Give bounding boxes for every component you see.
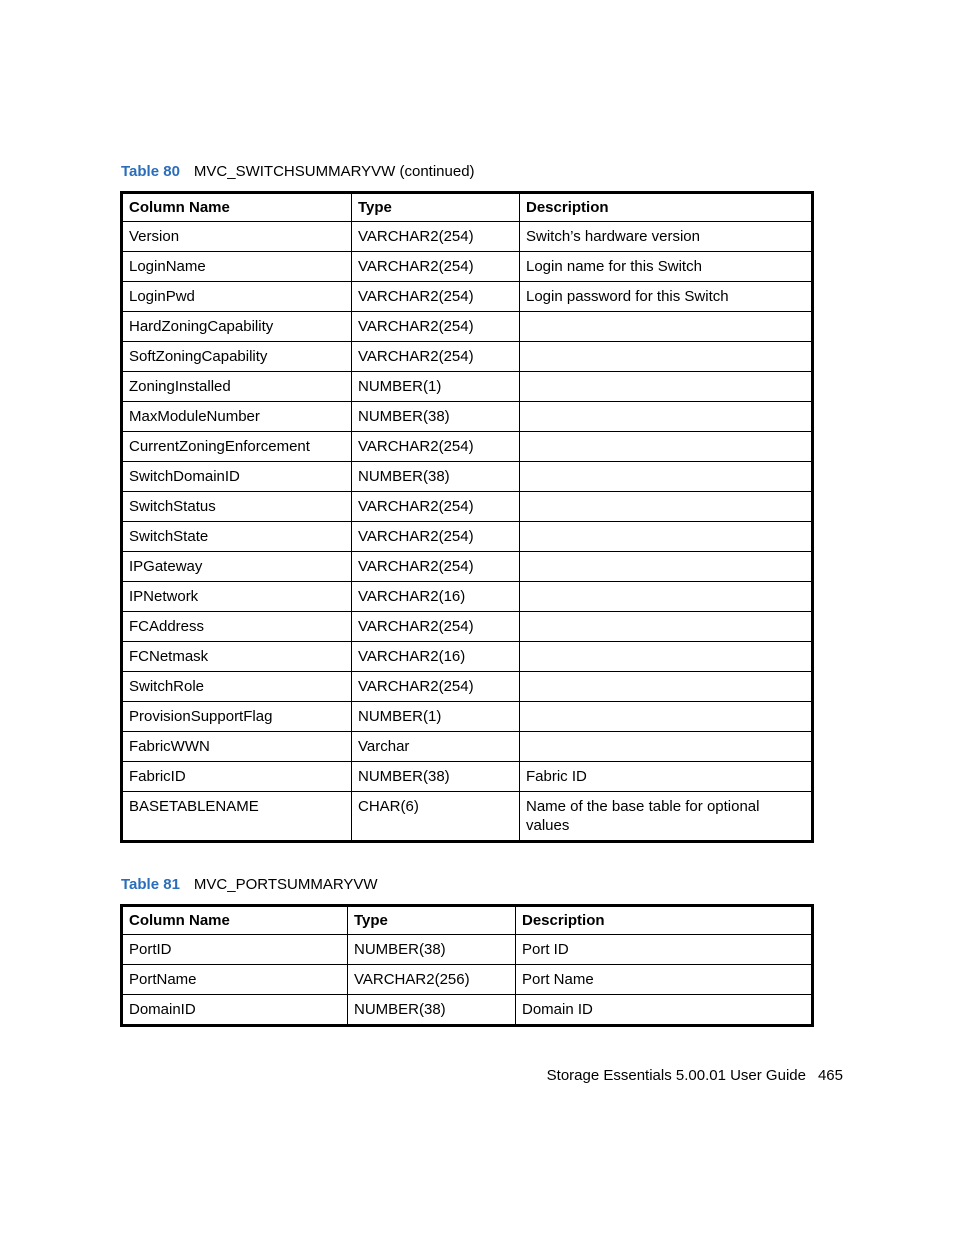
table-row: [122, 312, 813, 342]
type-cell: VARCHAR2(254): [352, 312, 520, 342]
column-name-cell: ZoningInstalled: [122, 372, 352, 402]
type-cell: NUMBER(1): [352, 372, 520, 402]
description-cell: [520, 342, 813, 372]
description-cell: Login password for this Switch: [520, 282, 813, 312]
column-name-cell: BASETABLENAME: [122, 792, 352, 842]
type-cell: VARCHAR2(254): [352, 252, 520, 282]
type-cell: VARCHAR2(254): [352, 672, 520, 702]
table-row: [122, 492, 813, 522]
column-name-cell: HardZoningCapability: [122, 312, 352, 342]
column-header: Type: [352, 193, 520, 222]
column-header: Type: [348, 906, 516, 935]
description-cell: [520, 612, 813, 642]
description-cell: [520, 642, 813, 672]
description-cell: [520, 312, 813, 342]
table-row: [122, 702, 813, 732]
description-cell: [520, 672, 813, 702]
column-name-cell: SoftZoningCapability: [122, 342, 352, 372]
table-80-caption: [121, 163, 475, 180]
table-row: [122, 965, 813, 995]
type-cell: VARCHAR2(254): [352, 282, 520, 312]
column-name-cell: ProvisionSupportFlag: [122, 702, 352, 732]
description-cell: [520, 582, 813, 612]
description-cell: [520, 702, 813, 732]
type-cell: Varchar: [352, 732, 520, 762]
column-name-cell: FCAddress: [122, 612, 352, 642]
table-row: [122, 342, 813, 372]
type-cell: NUMBER(38): [352, 762, 520, 792]
description-cell: [520, 462, 813, 492]
type-cell: NUMBER(38): [352, 462, 520, 492]
description-cell: Port Name: [516, 965, 813, 995]
table-80-body: [122, 222, 813, 842]
type-cell: VARCHAR2(254): [352, 612, 520, 642]
column-name-cell: CurrentZoningEnforcement: [122, 432, 352, 462]
description-cell: [520, 552, 813, 582]
table-header-row: [122, 193, 813, 222]
type-cell: CHAR(6): [352, 792, 520, 842]
column-name-cell: LoginName: [122, 252, 352, 282]
description-cell: [520, 732, 813, 762]
column-name-cell: SwitchRole: [122, 672, 352, 702]
description-cell: [520, 372, 813, 402]
table-80: [120, 191, 814, 843]
column-header: Column Name: [122, 906, 348, 935]
table-row: [122, 402, 813, 432]
page-footer: [547, 1067, 843, 1084]
table-80-label: Table 80: [121, 163, 180, 180]
column-name-cell: FabricWWN: [122, 732, 352, 762]
table-row: [122, 612, 813, 642]
table-81-caption: [121, 876, 378, 893]
description-cell: Port ID: [516, 935, 813, 965]
type-cell: VARCHAR2(254): [352, 432, 520, 462]
column-name-cell: Version: [122, 222, 352, 252]
table-row: [122, 672, 813, 702]
description-cell: [520, 492, 813, 522]
guide-title: Storage Essentials 5.00.01 User Guide: [546, 1067, 806, 1084]
type-cell: NUMBER(38): [348, 995, 516, 1026]
column-header: Column Name: [122, 193, 352, 222]
table-row: [122, 642, 813, 672]
column-name-cell: SwitchDomainID: [122, 462, 352, 492]
table-row: [122, 522, 813, 552]
table-row: [122, 222, 813, 252]
description-cell: Fabric ID: [520, 762, 813, 792]
description-cell: [520, 432, 813, 462]
table-row: [122, 372, 813, 402]
table-row: [122, 762, 813, 792]
table-header-row: [122, 906, 813, 935]
column-name-cell: PortName: [122, 965, 348, 995]
column-header: Description: [520, 193, 813, 222]
column-name-cell: SwitchState: [122, 522, 352, 552]
table-80-title: MVC_SWITCHSUMMARYVW (continued): [193, 163, 475, 180]
column-name-cell: DomainID: [122, 995, 348, 1026]
column-name-cell: LoginPwd: [122, 282, 352, 312]
type-cell: VARCHAR2(254): [352, 342, 520, 372]
type-cell: VARCHAR2(254): [352, 222, 520, 252]
column-name-cell: IPGateway: [122, 552, 352, 582]
table-row: [122, 995, 813, 1026]
type-cell: VARCHAR2(254): [352, 492, 520, 522]
description-cell: [520, 522, 813, 552]
table-row: [122, 462, 813, 492]
table-81: [120, 904, 814, 1027]
table-row: [122, 282, 813, 312]
type-cell: VARCHAR2(256): [348, 965, 516, 995]
type-cell: VARCHAR2(16): [352, 582, 520, 612]
table-row: [122, 432, 813, 462]
type-cell: VARCHAR2(16): [352, 642, 520, 672]
description-cell: Switch’s hardware version: [520, 222, 813, 252]
column-header: Description: [516, 906, 813, 935]
column-name-cell: FCNetmask: [122, 642, 352, 672]
type-cell: VARCHAR2(254): [352, 552, 520, 582]
table-row: [122, 792, 813, 842]
column-name-cell: IPNetwork: [122, 582, 352, 612]
table-81-title: MVC_PORTSUMMARYVW: [193, 876, 378, 893]
column-name-cell: FabricID: [122, 762, 352, 792]
table-row: [122, 732, 813, 762]
table-row: [122, 252, 813, 282]
type-cell: NUMBER(1): [352, 702, 520, 732]
page-number: 465: [817, 1067, 843, 1084]
description-cell: Login name for this Switch: [520, 252, 813, 282]
table-row: [122, 582, 813, 612]
column-name-cell: PortID: [122, 935, 348, 965]
column-name-cell: SwitchStatus: [122, 492, 352, 522]
table-81-body: [122, 935, 813, 1026]
column-name-cell: MaxModuleNumber: [122, 402, 352, 432]
table-row: [122, 935, 813, 965]
description-cell: [520, 402, 813, 432]
table-row: [122, 552, 813, 582]
type-cell: NUMBER(38): [348, 935, 516, 965]
description-cell: Domain ID: [516, 995, 813, 1026]
type-cell: VARCHAR2(254): [352, 522, 520, 552]
table-81-label: Table 81: [121, 876, 180, 893]
description-cell: Name of the base table for optional values: [520, 792, 813, 842]
type-cell: NUMBER(38): [352, 402, 520, 432]
